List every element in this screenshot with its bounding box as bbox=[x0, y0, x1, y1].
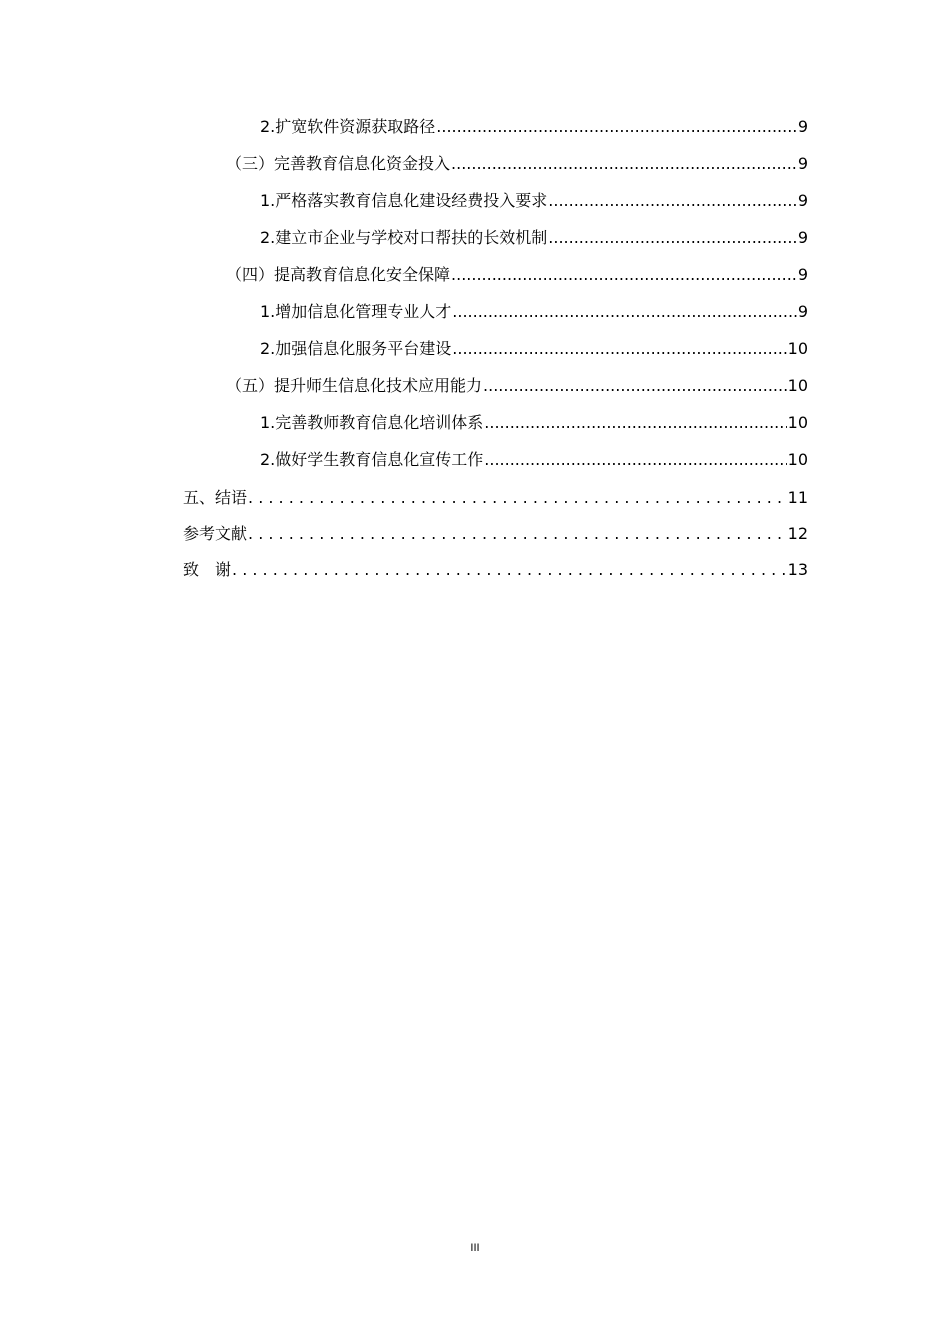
toc-page-number: 13 bbox=[787, 560, 808, 579]
toc-entry[interactable] bbox=[226, 373, 808, 399]
toc-entry-title: 1.完善教师教育信息化培训体系 bbox=[260, 413, 484, 432]
toc-entry-title: 提高教育信息化安全保障 bbox=[274, 265, 451, 284]
toc-page-number: 12 bbox=[787, 524, 808, 543]
toc-entry-number: （四） bbox=[226, 265, 275, 284]
toc-entry-title: 1.严格落实教育信息化建设经费投入要求 bbox=[260, 191, 548, 210]
toc-entry[interactable] bbox=[260, 188, 808, 214]
toc-entry-title: 2.加强信息化服务平台建设 bbox=[260, 339, 452, 358]
toc-entry[interactable] bbox=[260, 299, 808, 325]
toc-entry[interactable] bbox=[226, 151, 808, 177]
toc-leader-dots bbox=[484, 447, 786, 473]
toc-page-number: 10 bbox=[787, 413, 808, 432]
toc-page-number: 11 bbox=[787, 488, 808, 507]
toc-leader-dots bbox=[232, 557, 787, 583]
toc-entry[interactable] bbox=[260, 336, 808, 362]
toc-entry[interactable] bbox=[260, 410, 808, 436]
toc-entry-number: 五、 bbox=[183, 488, 216, 507]
toc-page-number: 10 bbox=[787, 376, 808, 395]
toc-entry[interactable] bbox=[183, 485, 808, 511]
toc-entry-title: 2.做好学生教育信息化宣传工作 bbox=[260, 450, 484, 469]
toc-entry-title: 2.扩宽软件资源获取路径 bbox=[260, 117, 436, 136]
toc-entry-title: 2.建立市企业与学校对口帮扶的长效机制 bbox=[260, 228, 548, 247]
toc-page-number: 9 bbox=[797, 228, 808, 247]
toc-entry[interactable] bbox=[260, 114, 808, 140]
toc-leader-dots bbox=[483, 373, 787, 399]
toc-entry-title: 参考文献 bbox=[183, 524, 248, 543]
toc-entry[interactable] bbox=[183, 557, 808, 583]
toc-page-number: 9 bbox=[797, 117, 808, 136]
toc-entry[interactable] bbox=[260, 447, 808, 473]
toc-leader-dots bbox=[548, 188, 797, 214]
toc-leader-dots bbox=[452, 336, 786, 362]
toc-page-number: 10 bbox=[787, 450, 808, 469]
toc-leader-dots bbox=[452, 299, 797, 325]
toc-entry[interactable] bbox=[226, 262, 808, 288]
toc-entry-title: 完善教育信息化资金投入 bbox=[274, 154, 451, 173]
toc-entry-title: 提升师生信息化技术应用能力 bbox=[274, 376, 483, 395]
toc-entry-title: 致 谢 bbox=[183, 560, 232, 579]
toc-entry-number: （三） bbox=[226, 154, 275, 173]
toc-leader-dots bbox=[451, 151, 797, 177]
toc-leader-dots bbox=[248, 521, 787, 547]
toc-page-number: 10 bbox=[787, 339, 808, 358]
toc-entry[interactable] bbox=[260, 225, 808, 251]
toc-leader-dots bbox=[548, 225, 797, 251]
toc-page-number: 9 bbox=[797, 191, 808, 210]
toc-page-number: 9 bbox=[797, 302, 808, 321]
toc-entry-title: 1.增加信息化管理专业人才 bbox=[260, 302, 452, 321]
page-footer-number: III bbox=[470, 1242, 480, 1254]
toc-leader-dots bbox=[451, 262, 797, 288]
toc-leader-dots bbox=[248, 485, 787, 511]
toc-page-number: 9 bbox=[797, 265, 808, 284]
toc-leader-dots bbox=[436, 114, 797, 140]
toc-leader-dots bbox=[484, 410, 786, 436]
toc-entry[interactable] bbox=[183, 521, 808, 547]
toc-page-number: 9 bbox=[797, 154, 808, 173]
toc-entry-title: 结语 bbox=[215, 488, 248, 507]
toc-entry-number: （五） bbox=[226, 376, 275, 395]
